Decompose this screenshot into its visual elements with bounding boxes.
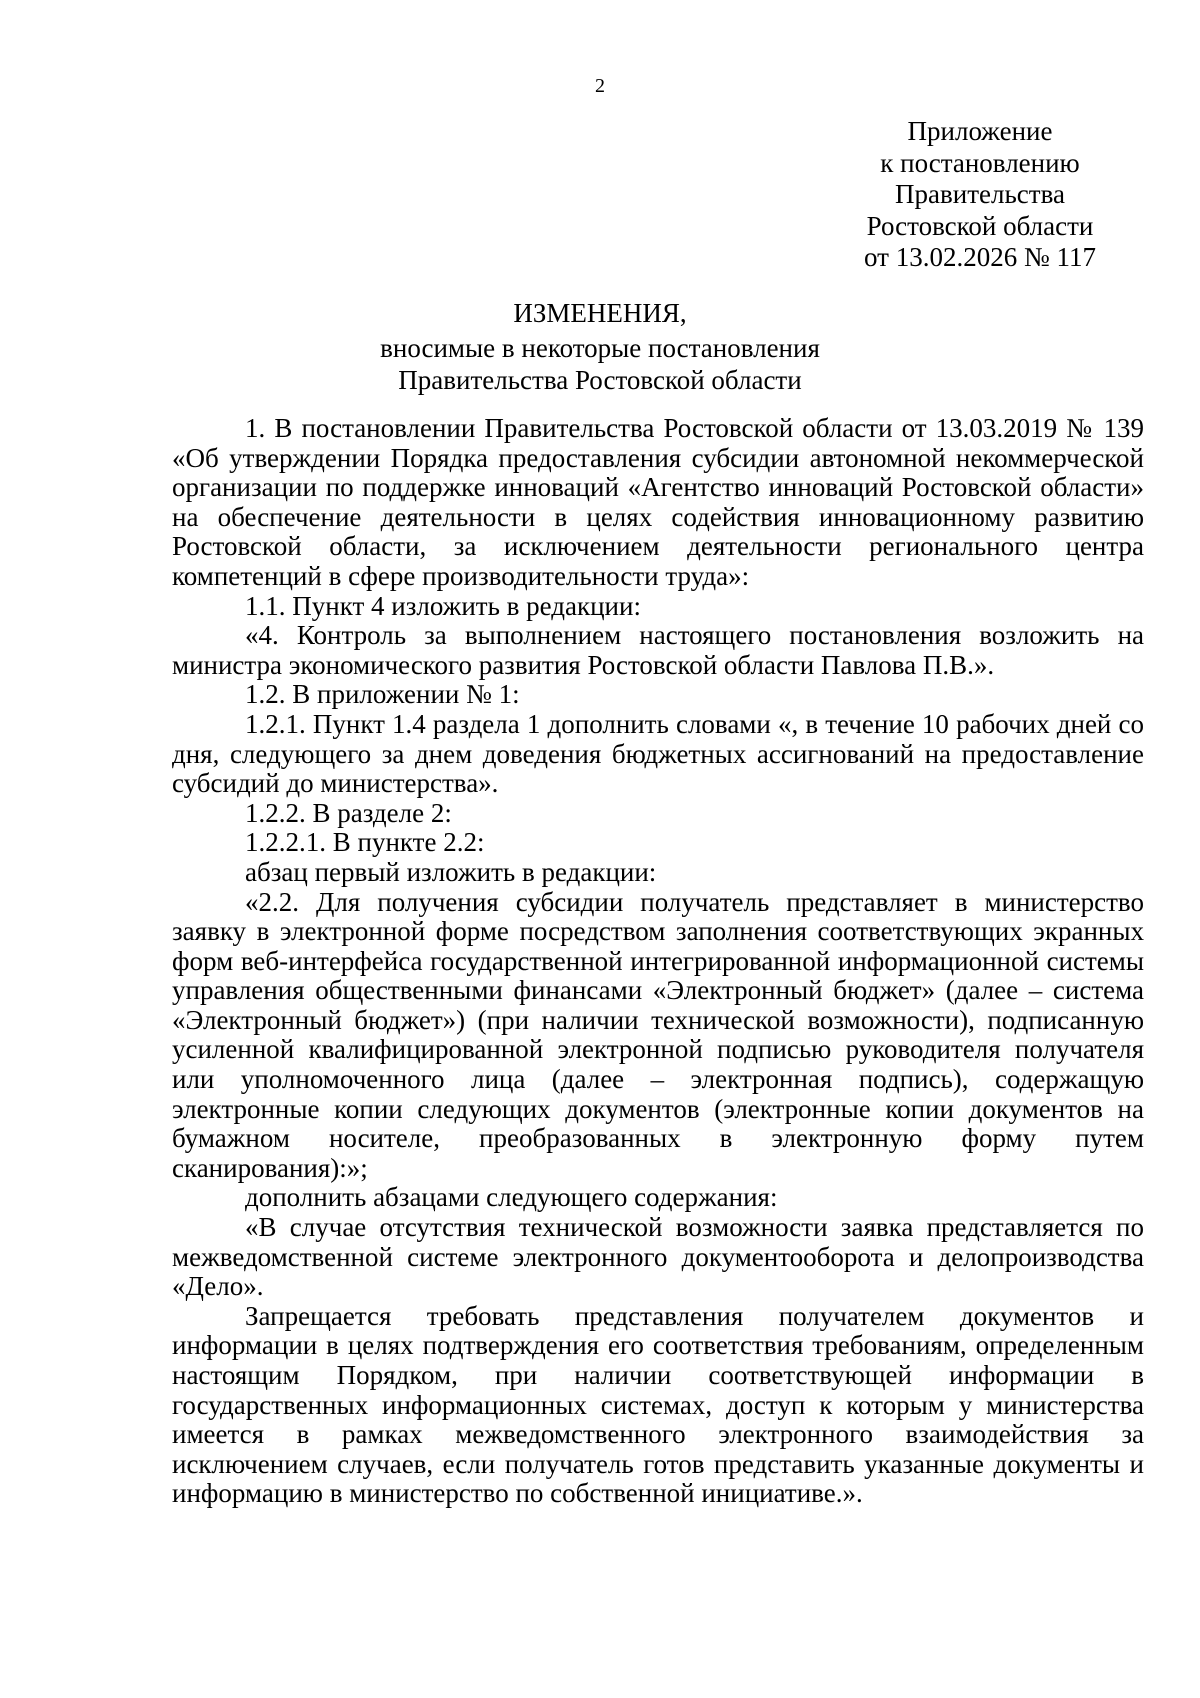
subtitle-line: вносимые в некоторые постановления	[380, 333, 820, 363]
paragraph: 1.2. В приложении № 1:	[245, 679, 520, 710]
paragraph: «2.2. Для получения субсидии получатель представляет в министерство заявку в электронной форме посредством заполнения соответствующих экранных форм веб-интерфейса государственной интегрированной информационной системы управления общественными финансами «Электронный бюджет» (далее – система «Электронный бюджет») (при наличии технической возможности), подписанную усиленной квалифицированной электронной подписью руководителя получателя или уполномоченного лица (далее – электронная подпись), содержащую электронные копии следующих документов (электронные копии документов на бумажном носителе, преобразованных в электронную форму путем сканирования):»;	[172, 886, 1144, 1183]
appendix-line: Ростовской области	[866, 210, 1094, 241]
appendix-line: Приложение	[907, 116, 1053, 146]
paragraph: абзац первый изложить в редакции:	[245, 856, 657, 887]
paragraph: 1.1. Пункт 4 изложить в редакции:	[245, 590, 641, 621]
subtitle-line: Правительства Ростовской области	[398, 364, 802, 395]
appendix-line: Правительства	[895, 179, 1065, 209]
document-subtitle	[0, 333, 1200, 396]
document-body	[172, 414, 1144, 1509]
paragraph: «В случае отсутствия технической возможности заявка представляется по межведомственной системе электронного документооборота и делопроизводства «Дело».	[172, 1212, 1144, 1302]
appendix-block	[835, 116, 1125, 274]
paragraph: 1. В постановлении Правительства Ростовской области от 13.03.2019 № 139 «Об утверждении Порядка предоставления субсидии автономной некоммерческой организации по поддержке инноваций «Агентство инноваций Ростовской области» на обеспечение деятельности в целях содействия инновационному развитию Ростовской области, за исключением деятельности регионального центра компетенций в сфере производительности труда»:	[172, 413, 1144, 591]
appendix-line: к постановлению	[880, 147, 1080, 178]
page-number: 2	[595, 75, 605, 97]
paragraph: Запрещается требовать представления получателем документов и информации в целях подтверждения его соответствия требованиям, определенным настоящим Порядком, при наличии соответствующей информации в государственных информационных системах, доступ к которым у министерства имеется в рамках межведомственного электронного взаимодействия за исключением случаев, если получатель готов представить указанные документы и информацию в министерство по собственной инициативе.».	[172, 1300, 1144, 1509]
paragraph: 1.2.1. Пункт 1.4 раздела 1 дополнить словами «, в течение 10 рабочих дней со дня, следующего за днем доведения бюджетных ассигнований на предоставление субсидий до министерства».	[172, 708, 1144, 799]
appendix-line: от 13.02.2026 № 117	[864, 242, 1096, 272]
paragraph: «4. Контроль за выполнением настоящего постановления возложить на министра экономического развития Ростовской области Павлова П.В.».	[172, 620, 1144, 680]
paragraph: 1.2.2. В разделе 2:	[245, 797, 452, 828]
paragraph: 1.2.2.1. В пункте 2.2:	[245, 827, 485, 858]
document-title: ИЗМЕНЕНИЯ,	[513, 298, 687, 328]
paragraph: дополнить абзацами следующего содержания:	[245, 1182, 778, 1213]
